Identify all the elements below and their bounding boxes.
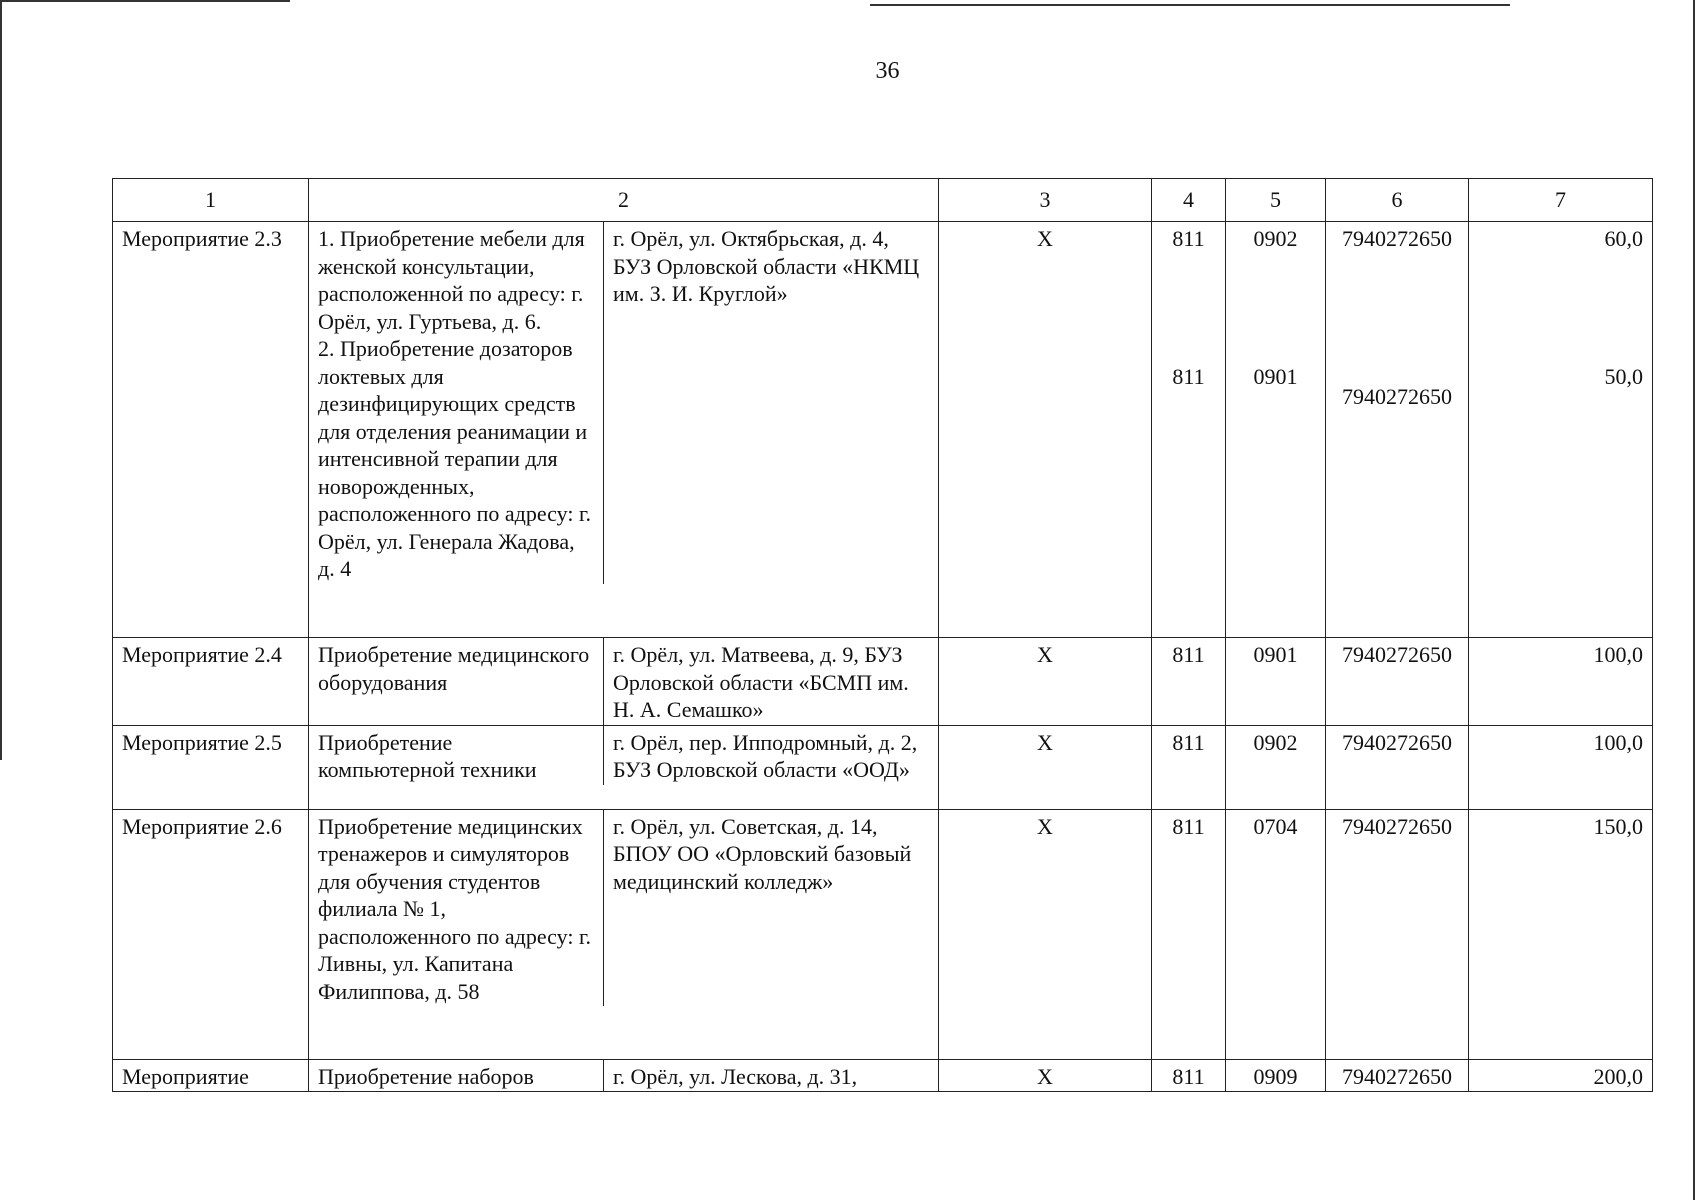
address-text: г. Орёл, ул. Октябрьская, д. 4, БУЗ Орловской области «НКМЦ им. З. И. Круглой» [613, 226, 920, 306]
description-cell [309, 1059, 939, 1092]
event-cell: Мероприятие 2.5 [113, 725, 309, 809]
col5-cell [1226, 222, 1326, 638]
description-cell [309, 725, 939, 809]
description-text: Приобретение медицинских тренажеров и симуляторов для обучения студентов филиала № 1, расположенного по адресу: г. Ливны, ул. Капитана Филиппова, д. 58 [309, 810, 604, 1007]
description-cell [309, 638, 939, 726]
header-cell: 5 [1226, 179, 1326, 222]
address-text: г. Орёл, ул. Советская, д. 14, БПОУ ОО «Орловский базовый медицинский колледж» [613, 813, 912, 894]
col6-cell: 7940272650 [1326, 1059, 1469, 1092]
budget-table [112, 178, 1653, 1092]
col5-cell: 0909 [1226, 1059, 1326, 1092]
col7-cell: 150,0 [1469, 809, 1653, 1059]
col3-cell: X [939, 1059, 1152, 1092]
col5-cell: 0902 [1226, 725, 1326, 809]
table-row [113, 725, 1653, 809]
event-cell: Мероприятие 2.6 [113, 809, 309, 1059]
address-text: г. Орёл, ул. Матвеева, д. 9, БУЗ Орловской области «БСМП им. Н. А. Семашко» [613, 642, 909, 722]
address-text: г. Орёл, пер. Ипподромный, д. 2, БУЗ Орловской области «ООД» [613, 729, 918, 782]
table-row [113, 1059, 1653, 1092]
scan-border-top-right [870, 4, 1510, 6]
description-item: 1. Приобретение мебели для женской консультации, расположенной по адресу: г. Орёл, ул. Гуртьева, д. 6. [318, 226, 585, 334]
description-text: Приобретение медицинского оборудования [309, 638, 604, 725]
col4-cell: 811 [1152, 725, 1226, 809]
col5-value: 0901 [1253, 363, 1298, 389]
header-cell: 2 [309, 179, 939, 222]
scan-border-left [0, 0, 2, 760]
col7-value: 50,0 [1604, 363, 1643, 389]
col7-cell: 100,0 [1469, 638, 1653, 726]
col3-cell: X [939, 222, 1152, 638]
col3-cell: X [939, 638, 1152, 726]
col6-cell: 7940272650 [1326, 725, 1469, 809]
col3-cell: X [939, 809, 1152, 1059]
table-header-row [113, 179, 1653, 222]
col5-cell: 0704 [1226, 809, 1326, 1059]
col7-cell [1469, 222, 1653, 638]
header-cell: 1 [113, 179, 309, 222]
col4-cell: 811 [1152, 638, 1226, 726]
col4-cell: 811 [1152, 1059, 1226, 1092]
col4-value: 811 [1172, 226, 1205, 251]
col4-cell: 811 [1152, 809, 1226, 1059]
header-cell: 4 [1152, 179, 1226, 222]
table-row [113, 638, 1653, 726]
col6-value: 7940272650 [1342, 383, 1452, 409]
table-row [113, 222, 1653, 638]
col6-value: 7940272650 [1342, 226, 1452, 251]
address-text: г. Орёл, ул. Лескова, д. 31, [613, 1063, 858, 1089]
col7-cell: 100,0 [1469, 725, 1653, 809]
col5-cell: 0901 [1226, 638, 1326, 726]
header-cell: 6 [1326, 179, 1469, 222]
table-row [113, 809, 1653, 1059]
col4-value: 811 [1172, 363, 1205, 389]
header-cell: 7 [1469, 179, 1653, 222]
scan-border-right [1693, 0, 1695, 1200]
description-text: Приобретение компьютерной техники [309, 726, 604, 785]
col4-cell [1152, 222, 1226, 638]
description-text [309, 222, 604, 584]
page-number: 36 [875, 58, 900, 84]
description-text: Приобретение наборов [309, 1060, 604, 1092]
event-cell: Мероприятие 2.3 [113, 222, 309, 638]
event-cell: Мероприятие [113, 1059, 309, 1092]
description-cell [309, 809, 939, 1059]
description-cell [309, 222, 939, 638]
event-cell: Мероприятие 2.4 [113, 638, 309, 726]
header-cell: 3 [939, 179, 1152, 222]
col7-cell: 200,0 [1469, 1059, 1653, 1092]
scan-border-top-left [0, 0, 290, 2]
col3-cell: X [939, 725, 1152, 809]
col6-cell: 7940272650 [1326, 638, 1469, 726]
description-item: 2. Приобретение дозаторов локтевых для дезинфицирующих средств для отделения реанимации и интенсивной терапии для новорожденных, расположенного по адресу: г. Орёл, ул. Генерала Жадова, д. 4 [318, 336, 592, 581]
col5-value: 0902 [1253, 226, 1298, 251]
col6-cell [1326, 222, 1469, 638]
col6-cell: 7940272650 [1326, 809, 1469, 1059]
col7-value: 60,0 [1604, 226, 1643, 251]
